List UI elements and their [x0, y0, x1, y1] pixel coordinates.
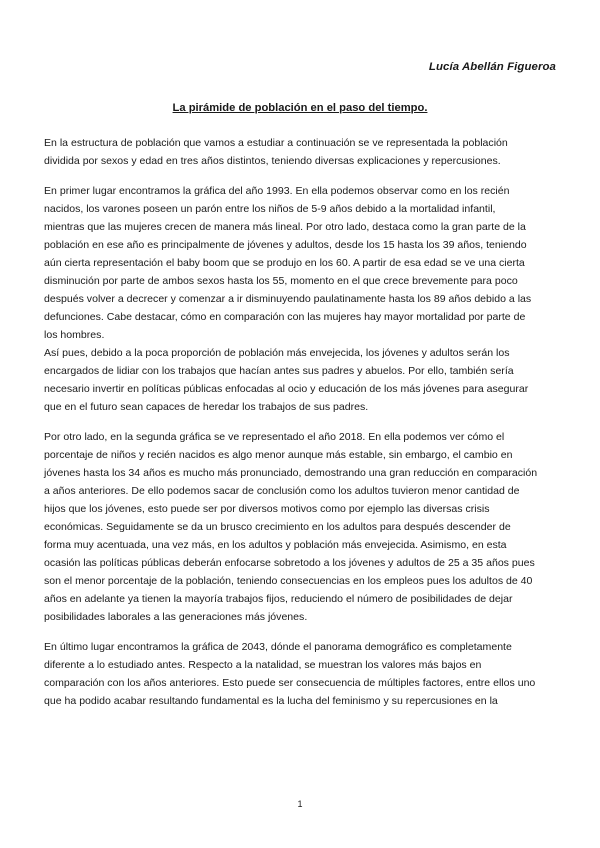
text-line: a años anteriores. De ello podemos sacar de conclusión como los adultos tuvieron menor cantidad de	[44, 485, 520, 497]
text-line: disminución por parte de ambos sexos hasta los 55, momento en el que crece brevemente para poco	[44, 275, 518, 287]
text-line: porcentaje de niños y recién nacidos es algo menor aunque más estable, sin embargo, el cambio en	[44, 449, 513, 461]
paragraph-2043	[44, 638, 554, 710]
paragraph-1993	[44, 182, 554, 344]
text-line: En la estructura de población que vamos a estudiar a continuación se ve representada la población	[44, 137, 508, 149]
paragraph-consequences-1993	[44, 344, 554, 416]
text-line: diferente a lo estudiado antes. Respecto a la natalidad, se muestran los valores más bajos en	[44, 659, 482, 671]
text-line: económicas. Seguidamente se da un brusco crecimiento en los adultos para después descender de	[44, 521, 511, 533]
text-line: forma muy acentuada, una vez más, en los adultos y población más envejecida. Asimismo, en esta	[44, 539, 507, 551]
text-line: que ha podido acabar resultando fundamental es la lucha del feminismo y su repercusiones en la	[44, 695, 498, 707]
text-line: jóvenes hasta los 34 años es mucho más pronunciado, demostrando una gran reducción en comparación	[44, 467, 538, 479]
text-line: defunciones. Cabe destacar, cómo en comparación con las mujeres hay mayor mortalidad por parte de	[44, 311, 526, 323]
text-line: comparación con los años anteriores. Esto puede ser consecuencia de múltiples factores, entre ellos uno	[44, 677, 536, 689]
text-line: que en el futuro sean capaces de heredar los trabajos de sus padres.	[44, 401, 369, 413]
text-line: hijos que los jóvenes, esto puede ser por diversos motivos como por ejemplo las diversas crisis	[44, 503, 490, 515]
text-line: los hombres.	[44, 329, 105, 341]
document-body	[44, 134, 554, 710]
text-line: Así pues, debido a la poca proporción de población más envejecida, los jóvenes y adultos serán los	[44, 347, 510, 359]
paragraph-intro	[44, 134, 554, 170]
text-line: dividida por sexos y edad en tres años distintos, teniendo diversas explicaciones y repercusiones.	[44, 155, 501, 167]
text-line: ocasión las políticas públicas deberán enfocarse sobretodo a los jóvenes y adultos de 25 a 35 años pues	[44, 557, 535, 569]
paragraph-2018	[44, 428, 554, 626]
text-line: posibilidades laborales a las generaciones más jóvenes.	[44, 611, 308, 623]
text-line: después volver a decrecer y comenzar a ir disminuyendo paulatinamente hasta los 89 años debido a las	[44, 293, 532, 305]
text-line: En último lugar encontramos la gráfica de 2043, dónde el panorama demográfico es completamente	[44, 641, 512, 653]
page-number: 1	[297, 799, 303, 809]
text-line: son el menor porcentaje de la población, teniendo consecuencias en los empleos pues los adultos de 40	[44, 575, 533, 587]
text-line: mientras que las mujeres crecen de manera más lineal. Por otro lado, destaca como la gran parte de la	[44, 221, 526, 233]
text-line: población en ese año es principalmente de jóvenes y adultos, desde los 15 hasta los 39 años, teniendo	[44, 239, 527, 251]
text-line: nacidos, los varones poseen un parón entre los niños de 5-9 años debido a la mortalidad infantil,	[44, 203, 496, 215]
author-name: Lucía Abellán Figueroa	[428, 61, 556, 73]
text-line: Por otro lado, en la segunda gráfica se ve representado el año 2018. En ella podemos ver cómo el	[44, 431, 505, 443]
text-line: necesario invertir en políticas públicas enfocadas al ocio y educación de los más jóvenes para asegurar	[44, 383, 529, 395]
text-line: años en adelante ya tienen la mayoría trabajos fijos, reduciendo el número de posibilidades de dejar	[44, 593, 513, 605]
text-line: aún cierta representación el baby boom que se produjo en los 60. A partir de esa edad se ve una cierta	[44, 257, 525, 269]
text-line: En primer lugar encontramos la gráfica del año 1993. En ella podemos observar como en los recién	[44, 185, 510, 197]
document-title: La pirámide de población en el paso del tiempo.	[172, 102, 428, 114]
text-line: encargados de lidiar con los trabajos que hacían antes sus padres y abuelos. Por ello, también sería	[44, 365, 514, 377]
